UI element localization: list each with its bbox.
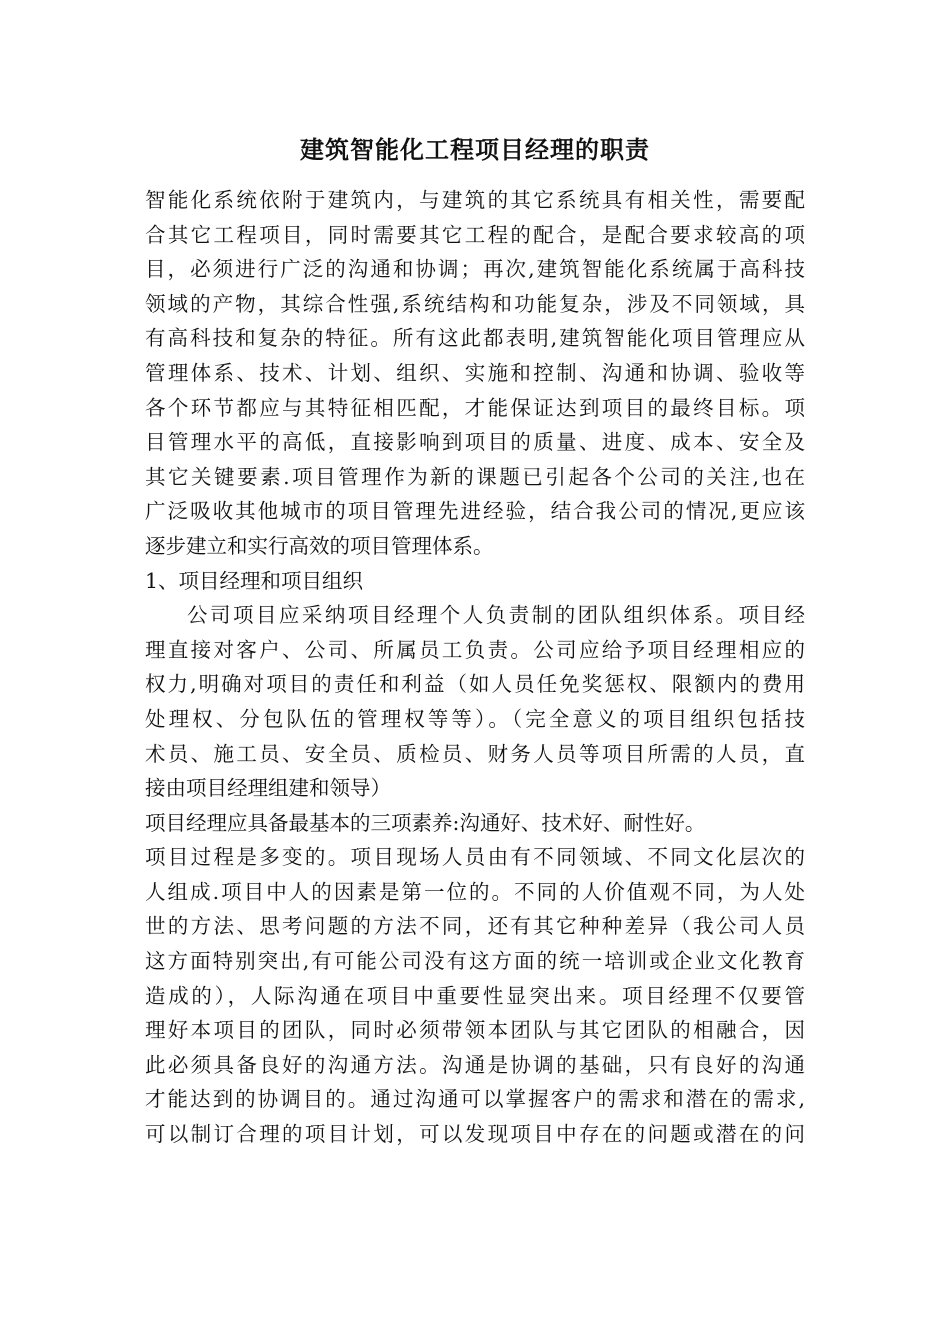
text-line: 智能化系统依附于建筑内，与建筑的其它系统具有相关性，需要配 <box>145 188 805 212</box>
text-line: 接由项目经理组建和领导） <box>145 776 391 801</box>
text-line: 目，必须进行广泛的沟通和协调；再次,建筑智能化系统属于高科技 <box>145 257 805 282</box>
text-line: 领域的产物，其综合性强,系统结构和功能复杂，涉及不同领域，具 <box>145 291 805 316</box>
text-line: 这方面特别突出,有可能公司没有这方面的统一培训或企业文化教育 <box>145 949 805 974</box>
document-body <box>145 183 805 1152</box>
text-line: 合其它工程项目，同时需要其它工程的配合，是配合要求较高的项 <box>145 222 805 247</box>
section-heading: 1、项目经理和项目组织 <box>145 568 364 593</box>
text-line: 权力,明确对项目的责任和利益（如人员任免奖惩权、限额内的费用 <box>145 672 805 697</box>
text-line: 理好本项目的团队，同时必须带领本团队与其它团队的相融合，因 <box>145 1018 805 1043</box>
document-title: 建筑智能化工程项目经理的职责 <box>300 135 650 164</box>
text-line: 各个环节都应与其特征相匹配，才能保证达到项目的最终目标。项 <box>145 395 805 420</box>
text-line: 广泛吸收其他城市的项目管理先进经验，结合我公司的情况,更应该 <box>145 499 805 524</box>
text-line: 理直接对客户、公司、所属员工负责。公司应给予项目经理相应的 <box>145 637 805 662</box>
text-line: 造成的），人际沟通在项目中重要性显突出来。项目经理不仅要管 <box>145 983 805 1008</box>
text-line: 有高科技和复杂的特征。所有这此都表明,建筑智能化项目管理应从 <box>145 326 805 351</box>
text-line: 术员、施工员、安全员、质检员、财务人员等项目所需的人员，直 <box>145 741 805 766</box>
text-line: 才能达到的协调目的。通过沟通可以掌握客户的需求和潜在的需求, <box>145 1087 805 1112</box>
text-line: 其它关键要素.项目管理作为新的课题已引起各个公司的关注,也在 <box>145 464 805 489</box>
text-line: 逐步建立和实行高效的项目管理体系。 <box>145 533 494 558</box>
text-line: 人组成.项目中人的因素是第一位的。不同的人价值观不同，为人处 <box>145 879 805 904</box>
text-line: 处理权、分包队伍的管理权等等）。（完全意义的项目组织包括技 <box>145 706 805 731</box>
text-line: 此必须具备良好的沟通方法。沟通是协调的基础，只有良好的沟通 <box>145 1052 805 1077</box>
text-line: 项目过程是多变的。项目现场人员由有不同领域、不同文化层次的 <box>145 845 805 870</box>
text-line: 目管理水平的高低，直接影响到项目的质量、进度、成本、安全及 <box>145 430 805 455</box>
text-line: 公司项目应采纳项目经理个人负责制的团队组织体系。项目经 <box>187 603 805 628</box>
text-line: 项目经理应具备最基本的三项素养:沟通好、技术好、耐性好。 <box>145 810 706 835</box>
text-line: 世的方法、思考问题的方法不同，还有其它种种差异（我公司人员 <box>145 914 805 939</box>
text-line: 可以制订合理的项目计划，可以发现项目中存在的问题或潜在的问 <box>145 1122 805 1147</box>
text-line: 管理体系、技术、计划、组织、实施和控制、沟通和协调、验收等 <box>145 360 805 385</box>
